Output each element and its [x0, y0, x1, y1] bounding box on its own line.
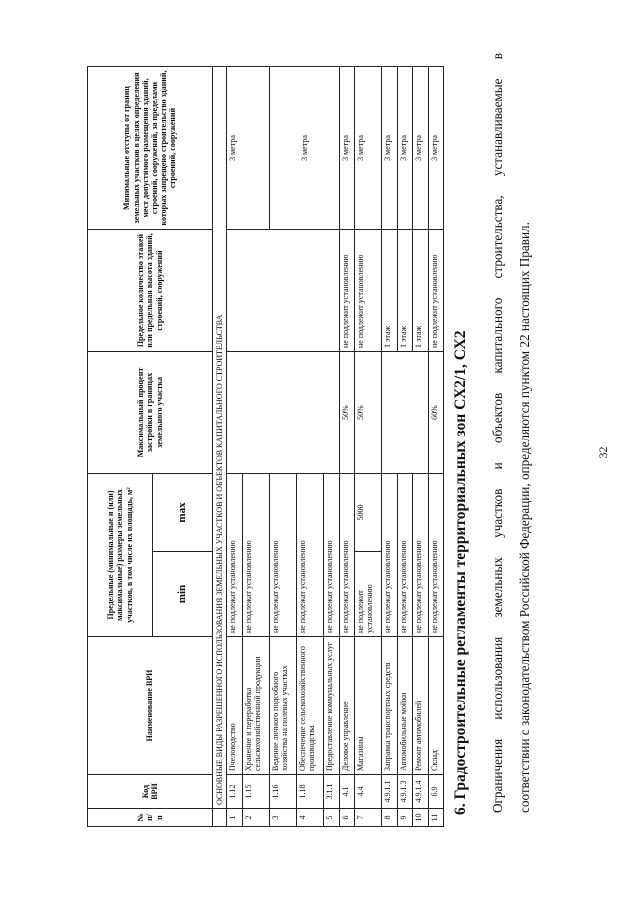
table-row-name: Заправка транспортных средств [382, 637, 397, 775]
table-row-percent: 50% [354, 352, 381, 474]
table-row-num: 4 [296, 809, 323, 827]
table-row-num: 11 [428, 809, 444, 827]
header-setback: Минимальные отступы от границ земельных участков в целях определения мест допустимого размещения зданий, строений, сооружений, за пределами которых запрещено строительство зданий, строений, сооружений [88, 67, 213, 230]
page-number: 32 [596, 446, 610, 459]
table-row-size: не подлежат установлению [397, 474, 412, 637]
header-code: Код ВРИ [88, 775, 213, 809]
table-row-num: 5 [324, 809, 339, 827]
table-row-code: 4.1 [339, 775, 354, 809]
table-row-code: 1.15 [242, 775, 269, 809]
table-row-num: 2 [242, 809, 269, 827]
header-size: Предельные (минимальные и (или) максимальные) размеры земельных участков, в том числе их площадь, м² [88, 474, 153, 637]
table-row-percent: 60% [428, 352, 444, 474]
table-row-num: 9 [397, 809, 412, 827]
table-row-code: 1.12 [227, 775, 242, 809]
setback-merged-2: 3 метра [269, 67, 339, 230]
section-num [213, 809, 227, 827]
regulations-table [87, 66, 444, 827]
table-row-floors: не подлежит установлению [354, 230, 381, 352]
table-row-setback: 3 метра [413, 67, 428, 230]
table-row-name: Ведение личного подсобного хозяйства на полевых участках [269, 637, 296, 775]
table-row-floors: 1 этаж [382, 230, 397, 352]
table-row-size: не подлежат установлению [269, 474, 296, 637]
table-row-size: не подлежат установлению [242, 474, 269, 637]
table-row-setback: 3 метра [382, 67, 397, 230]
intro-paragraph [484, 53, 538, 813]
table-row-num: 1 [227, 809, 242, 827]
table-row-name: Магазины [354, 637, 381, 775]
section-title: ОСНОВНЫЕ ВИДЫ РАЗРЕШЕННОГО ИСПОЛЬЗОВАНИЯ ЗЕМЕЛЬНЫХ УЧАСТКОВ И ОБЪЕКТОВ КАПИТАЛЬНОГО СТРОИТЕЛЬСТВА [213, 67, 227, 809]
header-min: min [153, 552, 213, 637]
table-row-code: 3.1.1 [324, 775, 339, 809]
header-num: № п/п [88, 809, 213, 827]
table-row-num: 3 [269, 809, 296, 827]
table-row-max: 5000 [354, 474, 381, 552]
table-row-name: Обеспечение сельскохозяйственного производства [296, 637, 323, 775]
table-row-code: 4.9.1.1 [382, 775, 397, 809]
table-row-name: Автомобильные мойки [397, 637, 412, 775]
table-row-num: 8 [382, 809, 397, 827]
table-row-code: 1.18 [296, 775, 323, 809]
table-row-setback: 3 метра [354, 67, 381, 230]
setback-merged-1: 3 метра [227, 67, 270, 230]
header-max: max [153, 474, 213, 552]
percent-empty-cell [382, 352, 428, 474]
section-heading: 6. Градостроительные регламенты территориальных зон СХ2/1, СХ2 [452, 330, 469, 815]
table-row-num: 7 [354, 809, 381, 827]
table-row-code: 6.9 [428, 775, 444, 809]
table-row-size: не подлежат установлению [324, 474, 339, 637]
table-row-name: Предоставление коммунальных услуг [324, 637, 339, 775]
table-row-name: Склад [428, 637, 444, 775]
table-row-name: Пчеловодство [227, 637, 242, 775]
intro-line-1: Ограничения использования земельных участков и объектов капитального строительства, устанавливаемые в [490, 53, 505, 813]
table-row-code: 4.4 [354, 775, 381, 809]
table-row-floors: не подлежит установлению [428, 230, 444, 352]
table-row-code: 4.9.1.3 [397, 775, 412, 809]
table-row-name: Деловое управление [339, 637, 354, 775]
table-row-size: не подлежат установлению [296, 474, 323, 637]
table-row-min: не подлежит установлению [354, 552, 381, 637]
percent-empty-cell [227, 352, 339, 474]
table-row-num: 6 [339, 809, 354, 827]
table-row-floors: 1 этаж [397, 230, 412, 352]
floors-empty-cell [227, 230, 339, 352]
table-row-setback: 3 метра [428, 67, 444, 230]
table-row-size: не подлежат установлению [339, 474, 354, 637]
header-name: Наименование ВРИ [88, 637, 213, 775]
table-row-floors: 1 этаж [413, 230, 428, 352]
table-row-size: не подлежат установлению [413, 474, 428, 637]
table-row-code: 4.9.1.4 [413, 775, 428, 809]
table-row-size: не подлежат установлению [382, 474, 397, 637]
header-percent: Максимальный процент застройки в границах земельного участка [88, 352, 213, 474]
table-row-size: не подлежат установлению [227, 474, 242, 637]
table-row-setback: 3 метра [339, 67, 354, 230]
table-row-setback: 3 метра [397, 67, 412, 230]
table-row-code: 1.16 [269, 775, 296, 809]
table-row-size: не подлежат установлению [428, 474, 444, 637]
table-row-name: Хранение и переработка сельскохозяйственной продукции [242, 637, 269, 775]
table-row-percent: 50% [339, 352, 354, 474]
table-row-floors: не подлежит установлению [339, 230, 354, 352]
header-floors: Предельное количество этажей или предельная высота зданий, строений, сооружений [88, 230, 213, 352]
table-row-num: 10 [413, 809, 428, 827]
intro-line-2: соответствии с законодательством Российской Федерации, определяются пунктом 22 настоящих Правил. [517, 222, 532, 813]
table-row-name: Ремонт автомобилей [413, 637, 428, 775]
